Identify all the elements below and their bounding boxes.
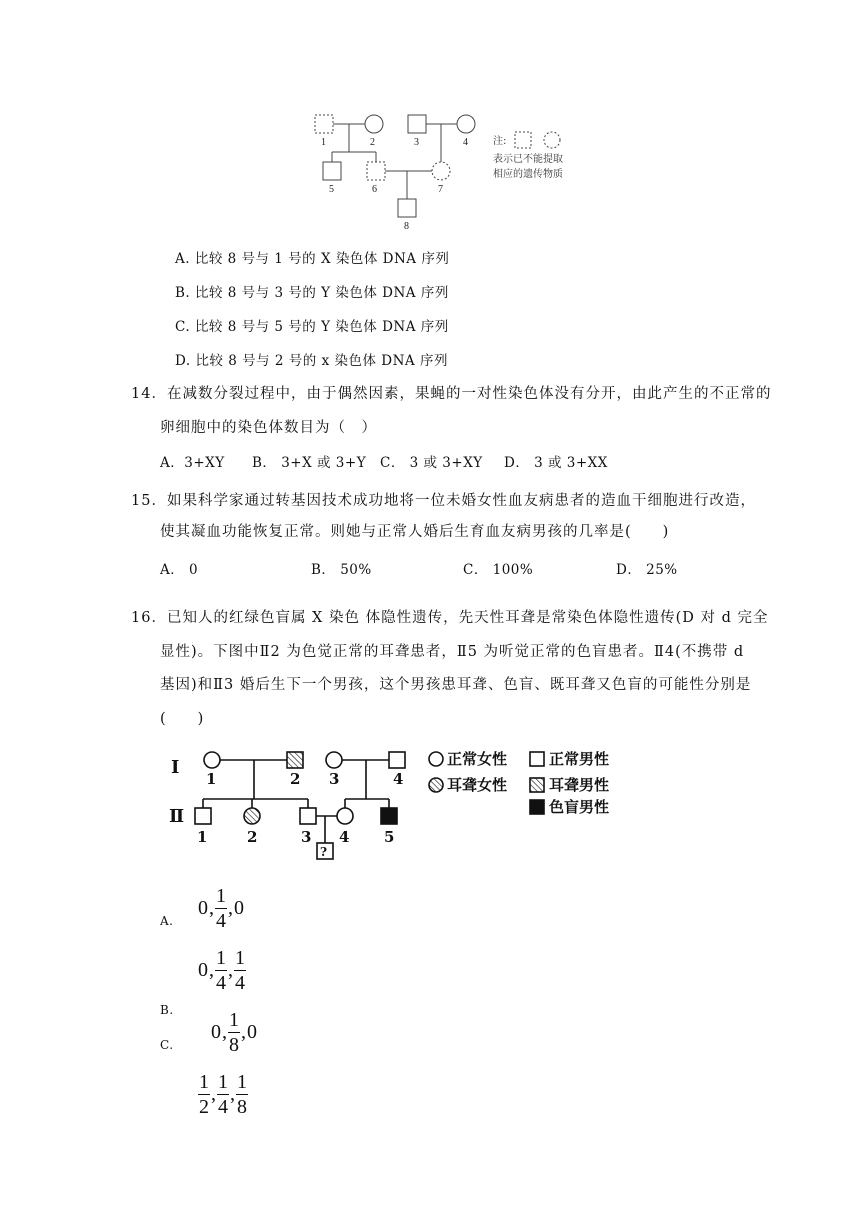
q16-a-part-3: 0	[234, 897, 244, 919]
label-2: 2	[370, 137, 375, 148]
q13-option-d-text: 比较 8 号与 2 号的 x 染色体 DNA 序列	[195, 353, 448, 369]
label-7: 7	[438, 184, 443, 195]
q16-a-fraction: $\frac{1}{4}$	[216, 885, 226, 932]
q14-option-a: A．3+XY	[160, 455, 225, 471]
q15-stem-line-2: 使其凝血功能恢复正常。则她与正常人婚后生育血友病男孩的几率是( )	[160, 524, 670, 540]
unknown-child-label: ?	[320, 845, 328, 859]
label-5: 5	[329, 184, 334, 195]
note-label: 注:	[493, 136, 507, 147]
individual-3-symbol	[408, 115, 426, 133]
q16-option-c-letter: C.	[160, 1038, 174, 1052]
q13-option-a-letter: A.	[175, 251, 191, 267]
q13-option-c-letter: C.	[175, 319, 191, 335]
q14-stem-line-2: 卵细胞中的染色体数目为（ ）	[160, 420, 377, 436]
q13-option-a-text: 比较 8 号与 1 号的 X 染色体 DNA 序列	[194, 251, 450, 267]
label-3: 3	[414, 137, 419, 148]
q15-option-d: D． 25%	[616, 562, 678, 578]
q13-option-b	[175, 281, 449, 301]
gen2-num-3: 3	[301, 828, 312, 846]
individual-1-symbol	[315, 115, 333, 133]
q16-b-part-1: 0	[198, 959, 208, 981]
gen2-individual-1	[195, 808, 211, 824]
label-8: 8	[404, 221, 409, 232]
legend-normal-female: 正常女性	[447, 750, 508, 768]
q16-d-fraction-2: $\frac{1}{4}$	[218, 1071, 228, 1118]
q13-option-b-text: 比较 8 号与 3 号的 Y 染色体 DNA 序列	[195, 285, 449, 301]
gen2-num-4: 4	[339, 828, 350, 846]
q16-stem-line-1: 16．已知人的红绿色盲属 X 染色 体隐性遗传，先天性耳聋是常染色体隐性遗传(D 对 d 完全	[131, 610, 769, 626]
pedigree-chart-2	[165, 742, 645, 862]
gen2-num-5: 5	[384, 828, 395, 846]
individual-7-symbol	[432, 162, 450, 180]
gen2-individual-2	[244, 808, 260, 824]
note-dashed-square	[515, 132, 531, 148]
individual-8-symbol	[398, 199, 416, 217]
gen1-individual-1	[204, 752, 220, 768]
individual-6-symbol	[367, 162, 385, 180]
q15-option-a: A． 0	[160, 562, 199, 578]
gen2-num-2: 2	[247, 828, 258, 846]
q14-option-d: D． 3 或 3+XX	[504, 455, 608, 471]
q16-option-b-letter: B.	[160, 1003, 174, 1017]
q16-stem-line-3: 基因)和Ⅱ3 婚后生下一个男孩，这个男孩患耳聋、色盲、既耳聋又色盲的可能性分别是	[160, 677, 752, 693]
q16-d-fraction-1: $\frac{1}{2}$	[199, 1071, 209, 1118]
q14-option-b: B． 3+X 或 3+Y	[252, 455, 367, 471]
generation-2-label: Ⅱ	[169, 806, 185, 827]
label-6: 6	[372, 184, 377, 195]
q16-b-fraction-1: $\frac{1}{4}$	[216, 947, 226, 994]
legend-normal-male: 正常男性	[549, 750, 610, 768]
individual-2-symbol	[365, 115, 383, 133]
individual-4-symbol	[457, 115, 475, 133]
q16-a-part-1: 0	[198, 897, 208, 919]
gen2-num-1: 1	[197, 828, 208, 846]
q16-stem-line-4: ( )	[160, 711, 205, 727]
legend-deaf-male: 耳聋男性	[549, 776, 610, 794]
legend-deaf-female: 耳聋女性	[447, 776, 508, 794]
gen1-individual-4	[389, 752, 405, 768]
legend-deaf-female-symbol	[429, 778, 443, 792]
q13-option-b-letter: B.	[175, 285, 191, 301]
q16-c-fraction: $\frac{1}{8}$	[229, 1009, 239, 1056]
q15-option-b: B． 50%	[311, 562, 372, 578]
label-4: 4	[463, 137, 468, 148]
label-1: 1	[321, 137, 326, 148]
q16-d-fraction-3: $\frac{1}{8}$	[237, 1071, 247, 1118]
q16-c-part-1: 0	[211, 1021, 221, 1043]
gen2-individual-4	[337, 808, 353, 824]
gen1-individual-2	[287, 752, 303, 768]
q16-c-part-3: 0	[247, 1021, 257, 1043]
q16-option-a-letter: A.	[160, 914, 174, 928]
legend-normal-female-symbol	[429, 752, 443, 766]
note-dashed-circle	[544, 132, 560, 148]
gen1-individual-3	[326, 752, 342, 768]
q16-stem-line-2: 显性)。下图中Ⅱ2 为色觉正常的耳聋患者，Ⅱ5 为听觉正常的色盲患者。Ⅱ4(不携带 d	[160, 644, 745, 660]
q16-b-fraction-2: $\frac{1}{4}$	[235, 947, 245, 994]
q15-stem-line-1: 15．如果科学家通过转基因技术成功地将一位未婚女性血友病患者的造血干细胞进行改造，	[131, 493, 756, 509]
q13-option-c-text: 比较 8 号与 5 号的 Y 染色体 DNA 序列	[194, 319, 449, 335]
q16-option-b-math: 0 , $\frac{1}{4}$ , $\frac{1}{4}$	[198, 947, 245, 994]
q14-stem-line-1: 14．在减数分裂过程中，由于偶然因素，果蝇的一对性染色体没有分开，由此产生的不正常的	[131, 386, 772, 402]
gen2-individual-5	[381, 808, 397, 824]
pedigree-chart-1	[300, 110, 600, 235]
q13-option-d-letter: D.	[175, 353, 191, 369]
q13-option-c	[175, 315, 449, 335]
q13-option-d	[175, 349, 448, 369]
q15-option-c: C． 100%	[463, 562, 534, 578]
individual-5-symbol	[323, 162, 341, 180]
gen1-num-2: 2	[290, 770, 301, 788]
legend-colorblind-male-symbol	[530, 800, 544, 814]
q16-option-d-math: $\frac{1}{2}$ , $\frac{1}{4}$ , $\frac{1}{8}$	[199, 1071, 247, 1118]
legend-colorblind-male: 色盲男性	[549, 798, 610, 816]
note-line-1: 表示已不能提取	[493, 154, 563, 165]
gen1-num-3: 3	[329, 770, 340, 788]
gen2-individual-3	[300, 808, 316, 824]
legend-deaf-male-symbol	[530, 778, 544, 792]
q16-option-c-math: 0 , $\frac{1}{8}$ , 0	[211, 1009, 257, 1056]
legend-normal-male-symbol	[530, 752, 544, 766]
q13-option-a	[175, 247, 449, 267]
generation-1-label: Ⅰ	[171, 757, 180, 778]
gen1-num-1: 1	[206, 770, 217, 788]
q16-option-a-math: 0 , $\frac{1}{4}$ , 0	[198, 885, 244, 932]
note-line-2: 相应的遗传物质	[493, 169, 563, 180]
gen1-num-4: 4	[393, 770, 404, 788]
q14-option-c: C． 3 或 3+XY	[380, 455, 483, 471]
